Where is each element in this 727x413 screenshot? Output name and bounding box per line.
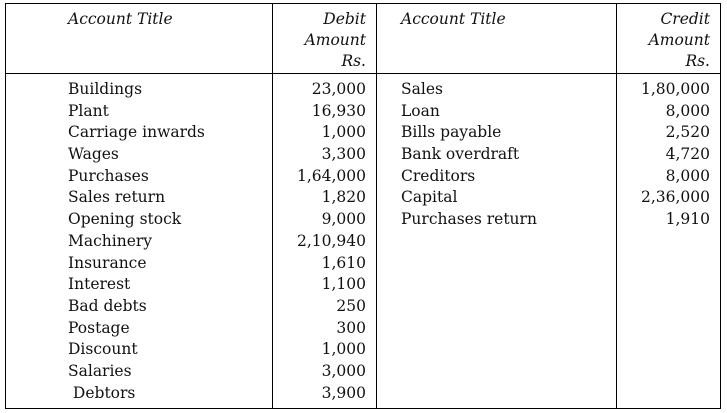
debit-amount: 9,000 (321, 210, 366, 229)
credit-titles-column (401, 79, 537, 231)
credit-amount: 1,910 (665, 210, 710, 229)
debit-title: Carriage inwards (68, 123, 205, 142)
debit-title: Machinery (68, 231, 153, 250)
header-credit-amount (620, 9, 710, 72)
credit-amount: 2,520 (665, 123, 710, 142)
debit-amount: 1,000 (321, 340, 366, 359)
header-left-account-title: Account Title (68, 10, 173, 28)
debit-amount: 300 (336, 318, 366, 337)
debit-title: Interest (68, 275, 131, 294)
debit-amount: 2,10,940 (296, 231, 366, 250)
debit-title: Salaries (68, 361, 132, 380)
credit-title: Purchases return (401, 210, 537, 229)
debit-amounts-column (276, 79, 366, 404)
debit-amount: 3,300 (321, 145, 366, 164)
debit-amount: 3,000 (321, 361, 366, 380)
debit-title: Opening stock (68, 210, 182, 229)
debit-amount: 16,930 (311, 101, 366, 120)
trial-balance-table (5, 3, 721, 409)
credit-title: Sales (401, 80, 443, 98)
debit-amount: 250 (336, 296, 366, 315)
debit-amount: 1,610 (321, 253, 366, 272)
credit-title: Bills payable (401, 123, 502, 142)
debit-title: Bad debts (68, 296, 147, 315)
credit-title: Capital (401, 188, 458, 207)
credit-amount: 1,80,000 (640, 80, 710, 98)
debit-amount: 23,000 (311, 80, 366, 98)
debit-title: Sales return (68, 188, 166, 207)
column-divider (616, 4, 617, 408)
column-divider (376, 4, 377, 408)
header-debit-line: Debit (323, 10, 366, 28)
credit-title: Loan (401, 101, 440, 120)
header-credit-line: Amount (648, 31, 710, 49)
header-right-account-title: Account Title (401, 10, 506, 28)
header-debit-line: Rs. (341, 52, 366, 70)
credit-amount: 8,000 (665, 101, 710, 120)
debit-title: Debtors (68, 383, 136, 402)
debit-amount: 1,100 (321, 275, 366, 294)
debit-amount: 1,64,000 (296, 166, 366, 185)
credit-title: Creditors (401, 166, 476, 185)
header-debit-amount (276, 9, 366, 72)
credit-title: Bank overdraft (401, 145, 520, 164)
debit-amount: 1,820 (321, 188, 366, 207)
header-divider (6, 73, 720, 74)
debit-title: Discount (68, 340, 138, 359)
debit-title: Insurance (68, 253, 147, 272)
credit-amount: 2,36,000 (640, 188, 710, 207)
debit-title: Wages (68, 145, 119, 164)
debit-title: Purchases (68, 166, 149, 185)
debit-amount: 1,000 (321, 123, 366, 142)
credit-amounts-column (620, 79, 710, 231)
header-credit-line: Rs. (685, 52, 710, 70)
debit-title: Plant (68, 101, 109, 120)
debit-title: Postage (68, 318, 130, 337)
debit-title: Buildings (68, 80, 143, 98)
header-debit-line: Amount (304, 31, 366, 49)
debit-titles-column (68, 79, 205, 404)
column-divider (272, 4, 273, 408)
credit-amount: 8,000 (665, 166, 710, 185)
header-credit-line: Credit (660, 10, 710, 28)
debit-amount: 3,900 (321, 383, 366, 402)
credit-amount: 4,720 (665, 145, 710, 164)
